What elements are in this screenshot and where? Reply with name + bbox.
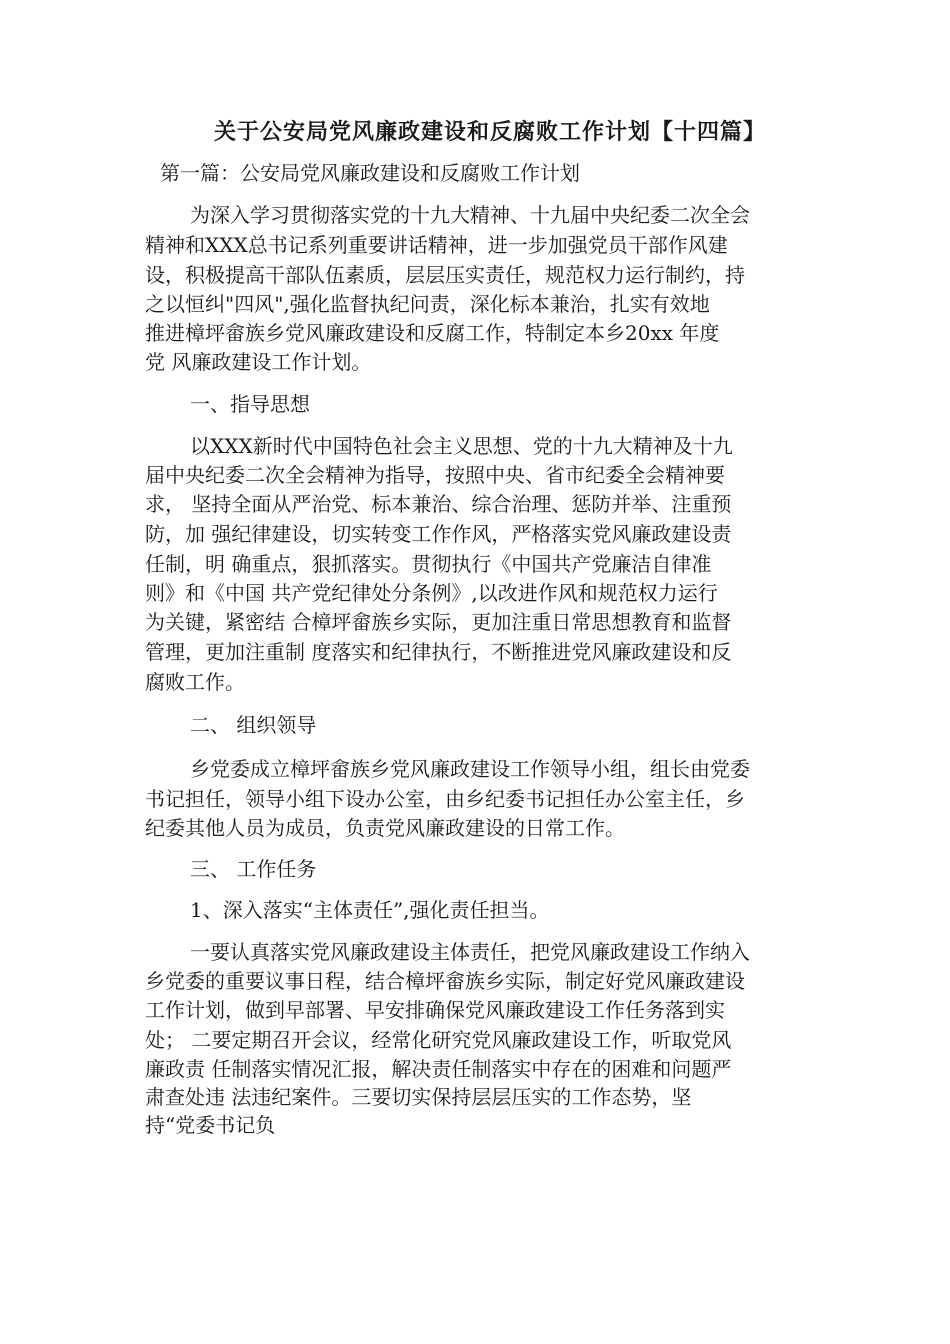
document-title: 关于公安局党风廉政建设和反腐败工作计划【十四篇】	[213, 120, 766, 145]
paragraph-line: 届中央纪委二次全会精神为指导，按照中央、省市纪委全会精神要	[145, 463, 725, 487]
section-heading: 一、指导思想	[190, 392, 310, 416]
paragraph-line: 党 风廉政建设工作计划。	[145, 350, 372, 374]
paragraph-line: 持“党委书记负	[145, 1113, 276, 1137]
section-heading: 二、 组织领导	[190, 713, 317, 737]
paragraph-line: 求， 坚持全面从严治党、标本兼治、综合治理、惩防并举、注重预	[145, 492, 732, 516]
paragraph-line: 工作计划，做到早部署、早安排确保党风廉政建设工作任务落到实	[145, 998, 725, 1022]
document-subtitle: 第一篇：公安局党风廉政建设和反腐败工作计划	[160, 161, 580, 185]
subsection-heading: 1、深入落实“主体责任”,强化责任担当。	[190, 898, 550, 922]
paragraph-line: 纪委其他人员为成员，负责党风廉政建设的日常工作。	[145, 816, 625, 840]
paragraph-line: 书记担任，领导小组下设办公室，由乡纪委书记担任办公室主任，乡	[145, 787, 745, 811]
paragraph-line: 则》和《中国 共产党纪律处分条例》,以改进作风和规范权力运行	[145, 581, 718, 605]
paragraph-line: 廉政责 任制落实情况汇报，解决责任制落实中存在的困难和问题严	[145, 1057, 732, 1081]
paragraph-line: 管理，更加注重制 度落实和纪律执行，不断推进党风廉政建设和反	[145, 640, 732, 664]
paragraph-line: 腐败工作。	[145, 670, 245, 694]
paragraph-line: 任制，明 确重点，狠抓落实。贯彻执行《中国共产党廉洁自律准	[145, 552, 712, 576]
paragraph-line: 为深入学习贯彻落实党的十九大精神、十九届中央纪委二次全会	[190, 203, 750, 227]
paragraph-line: 以XXX新时代中国特色社会主义思想、党的十九大精神及十九	[190, 434, 733, 458]
section-heading: 三、 工作任务	[190, 857, 317, 881]
paragraph-line: 一要认真落实党风廉政建设主体责任，把党风廉政建设工作纳入	[190, 940, 750, 964]
paragraph-line: 防，加 强纪律建设，切实转变工作作风，严格落实党风廉政建设责	[145, 522, 732, 546]
paragraph-line: 处； 二要定期召开会议，经常化研究党风廉政建设工作，听取党风	[145, 1028, 732, 1052]
paragraph-line: 为关键，紧密结 合樟坪畲族乡实际，更加注重日常思想教育和监督	[145, 610, 732, 634]
paragraph-line: 乡党委的重要议事日程，结合樟坪畲族乡实际，制定好党风廉政建设	[145, 969, 745, 993]
paragraph-line: 精神和XXX总书记系列重要讲话精神，进一步加强党员干部作风建	[145, 233, 728, 257]
paragraph-line: 肃查处违 法违纪案件。三要切实保持层层压实的工作态势，坚	[145, 1085, 692, 1109]
paragraph-line: 乡党委成立樟坪畲族乡党风廉政建设工作领导小组，组长由党委	[190, 757, 750, 781]
paragraph-line: 设，积极提高干部队伍素质，层层压实责任，规范权力运行制约，持	[145, 263, 745, 287]
paragraph-line: 之以恒纠"四风",强化监督执纪问责，深化标本兼治，扎实有效地	[145, 292, 710, 316]
paragraph-line: 推进樟坪畲族乡党风廉政建设和反腐工作，特制定本乡20xx 年度	[145, 321, 720, 345]
